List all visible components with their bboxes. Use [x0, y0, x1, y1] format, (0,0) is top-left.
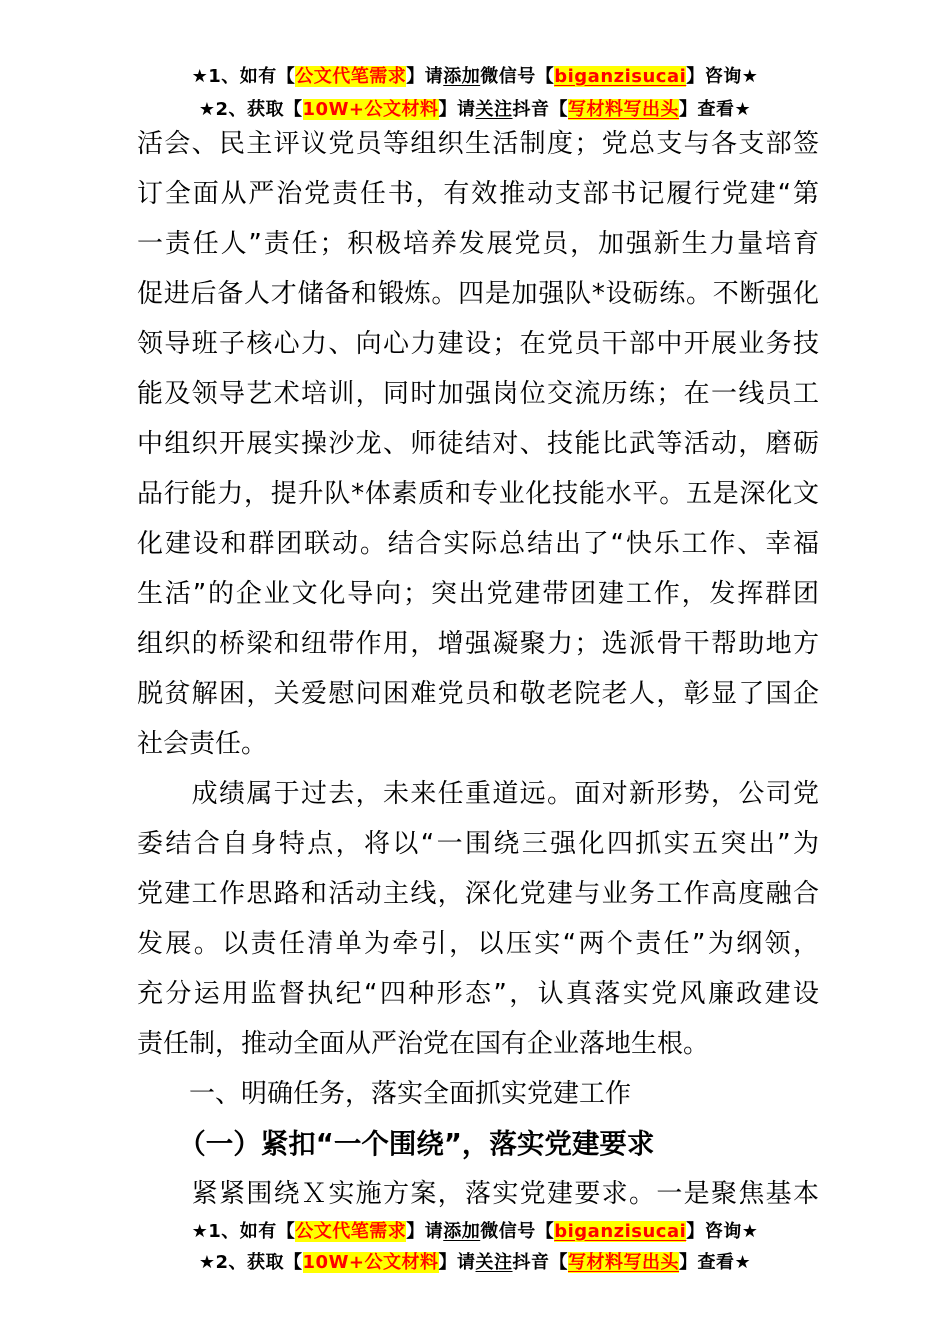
promo-header-l2-seg-1-highlighted: 10W+公文材料 — [302, 99, 439, 120]
promo-header-l1-seg-6: 】咨询★ — [686, 66, 759, 87]
text-line: 领导班子核心力、向心力建设；在党员干部中开展业务技 — [137, 329, 819, 359]
text-line: 委结合自身特点，将以“一围绕三强化四抓实五突出”为 — [137, 829, 819, 859]
text-line: 活会、民主评议党员等组织生活制度；党总支与各支部签 — [137, 129, 819, 159]
promo-header-l1-seg-5-highlighted: biganzisucai — [554, 66, 687, 87]
text-line: 促进后备人才储备和锻炼。四是加强队*设砺练。不断强化 — [137, 279, 819, 309]
promo-footer-l1-seg-2: 】请 — [406, 1221, 444, 1242]
text-line: 组织的桥梁和纽带作用，增强凝聚力；选派骨干帮助地方 — [137, 629, 819, 659]
promo-header-l1-seg-2: 】请 — [406, 66, 444, 87]
promo-header-l2-seg-5-highlighted: 写材料写出头 — [568, 99, 680, 120]
promo-footer-l1-seg-5-highlighted: biganzisucai — [554, 1221, 687, 1242]
promo-header-l2-seg-2: 】请 — [438, 99, 476, 120]
promo-footer-line-2 — [0, 1247, 950, 1278]
text-line: 紧紧围绕Ｘ实施方案，落实党建要求。一是聚焦基本 — [137, 1179, 819, 1209]
promo-footer-l1-seg-0: ★1、如有【 — [191, 1221, 296, 1242]
promo-header — [0, 60, 950, 126]
text-line: 能及领导艺术培训，同时加强岗位交流历练；在一线员工 — [137, 379, 819, 409]
text-line: 脱贫解困，关爱慰问困难党员和敬老院老人，彰显了国企 — [137, 679, 819, 709]
promo-footer-l1-seg-6: 】咨询★ — [686, 1221, 759, 1242]
promo-header-l1-seg-0: ★1、如有【 — [191, 66, 296, 87]
text-line: 发展。以责任清单为牵引，以压实“两个责任”为纲领， — [137, 929, 819, 959]
section-heading: 一、明确任务，落实全面抓实党建工作 — [137, 1079, 632, 1109]
promo-header-l2-seg-6: 】查看★ — [679, 99, 752, 120]
promo-footer-l2-seg-4: 抖音【 — [512, 1252, 569, 1273]
text-line: 党建工作思路和活动主线，深化党建与业务工作高度融合 — [137, 879, 819, 909]
promo-footer-l2-seg-2: 】请 — [438, 1252, 476, 1273]
promo-footer-l1-seg-4: 微信号【 — [480, 1221, 555, 1242]
document-body — [137, 119, 819, 1219]
promo-header-l2-seg-0: ★2、获取【 — [198, 99, 303, 120]
text-line: 成绩属于过去，未来任重道远。面对新形势，公司党 — [137, 779, 819, 809]
promo-footer-l1-seg-3: 添加 — [443, 1221, 481, 1242]
subsection-heading: （一）紧扣“一个围绕”，落实党建要求 — [137, 1128, 655, 1160]
promo-footer-l2-seg-3: 关注 — [475, 1252, 513, 1273]
promo-header-line-1 — [0, 60, 950, 93]
promo-header-l1-seg-1-highlighted: 公文代笔需求 — [295, 66, 407, 87]
text-line: 充分运用监督执纪“四种形态”，认真落实党风廉政建设 — [137, 979, 819, 1009]
promo-footer-l2-seg-0: ★2、获取【 — [198, 1252, 303, 1273]
text-line: 社会责任。 — [137, 729, 268, 759]
text-line: 订全面从严治党责任书，有效推动支部书记履行党建“第 — [137, 179, 819, 209]
text-line: 生活”的企业文化导向；突出党建带团建工作，发挥群团 — [137, 579, 819, 609]
promo-header-l1-seg-3: 添加 — [443, 66, 481, 87]
text-line: 一责任人”责任；积极培养发展党员，加强新生力量培育 — [137, 229, 819, 259]
promo-footer-l2-seg-6: 】查看★ — [679, 1252, 752, 1273]
text-line: 中组织开展实操沙龙、师徒结对、技能比武等活动，磨砺 — [137, 429, 819, 459]
promo-footer-l2-seg-1-highlighted: 10W+公文材料 — [302, 1252, 439, 1273]
promo-footer-l1-seg-1-highlighted: 公文代笔需求 — [295, 1221, 407, 1242]
promo-header-l2-seg-4: 抖音【 — [512, 99, 569, 120]
promo-footer — [0, 1216, 950, 1278]
text-line: 责任制，推动全面从严治党在国有企业落地生根。 — [137, 1029, 710, 1059]
promo-header-l2-seg-3: 关注 — [475, 99, 513, 120]
promo-footer-line-1 — [0, 1216, 950, 1247]
text-line: 化建设和群团联动。结合实际总结出了“快乐工作、幸福 — [137, 529, 819, 559]
promo-header-l1-seg-4: 微信号【 — [480, 66, 555, 87]
text-line: 品行能力，提升队*体素质和专业化技能水平。五是深化文 — [137, 479, 819, 509]
promo-footer-l2-seg-5-highlighted: 写材料写出头 — [568, 1252, 680, 1273]
